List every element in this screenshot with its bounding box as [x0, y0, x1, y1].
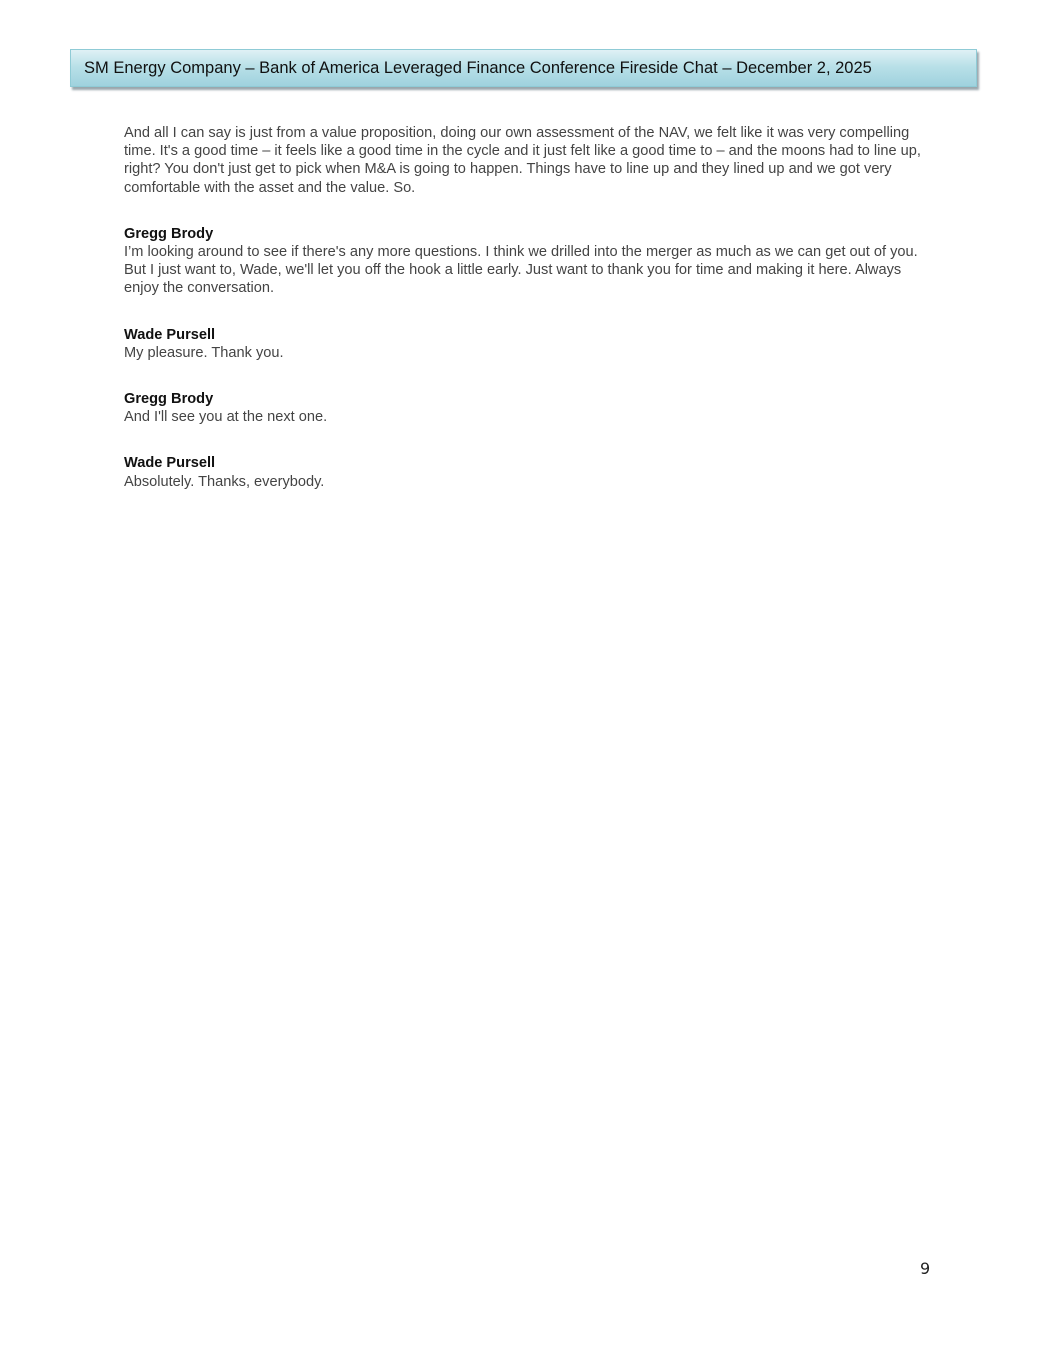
- transcript-paragraph: I’m looking around to see if there's any more questions. I think we drilled into the merger as much as we can get out of you. But I just want to, Wade, we'll let you off the hook a little early. Just want to thank you for time and making it here. Always enjoy the conversation.: [124, 244, 918, 297]
- transcript-entry: [124, 454, 932, 490]
- page-number: 9: [920, 1259, 931, 1278]
- speaker-name: Gregg Brody: [124, 225, 214, 242]
- speaker-name: Wade Pursell: [124, 455, 216, 472]
- transcript-paragraph: Absolutely. Thanks, everybody.: [124, 473, 325, 490]
- transcript-entry: [124, 326, 932, 362]
- transcript-paragraph: My pleasure. Thank you.: [124, 344, 284, 361]
- transcript-body: [124, 124, 932, 491]
- transcript-paragraph: And all I can say is just from a value proposition, doing our own assessment of the NAV, we felt like it was very compelling time. It's a good time – it feels like a good time in the cycle and it just felt like a good time to – and the moons had to line up, right? You don't just get to pick when M&A is going to happen. Things have to line up and they lined up and we got very comfortable with the asset and the value. So.: [124, 125, 921, 196]
- document-title: SM Energy Company – Bank of America Leveraged Finance Conference Fireside Chat – December 2, 2025: [84, 59, 872, 77]
- transcript-paragraph: And I'll see you at the next one.: [124, 409, 328, 426]
- transcript-entry: [124, 225, 932, 298]
- speaker-name: Wade Pursell: [124, 326, 216, 343]
- transcript-entry: [124, 390, 932, 426]
- header-banner: [70, 49, 977, 87]
- speaker-name: Gregg Brody: [124, 391, 214, 408]
